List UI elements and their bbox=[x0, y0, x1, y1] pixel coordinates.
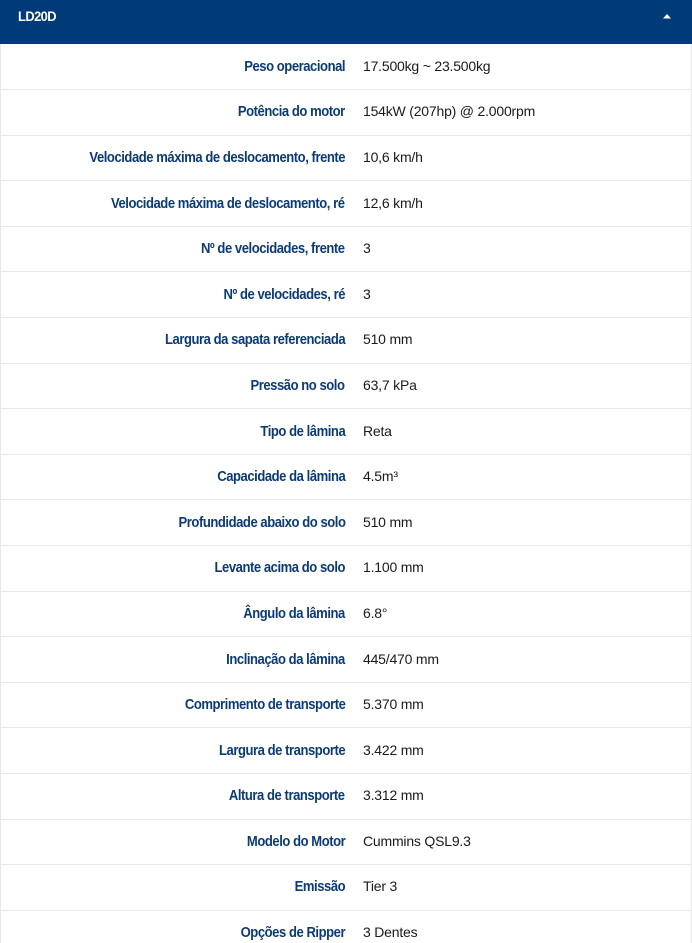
spec-label-cell bbox=[1, 910, 354, 943]
spec-label: Altura de transporte bbox=[229, 788, 345, 805]
spec-row bbox=[1, 819, 692, 865]
spec-value: 12,6 km/h bbox=[363, 194, 423, 211]
spec-label: Comprimento de transporte bbox=[184, 697, 345, 714]
spec-label-cell bbox=[1, 637, 354, 683]
spec-value-cell bbox=[353, 135, 692, 181]
spec-value: 17.500kg ~ 23.500kg bbox=[363, 57, 491, 74]
spec-value-cell bbox=[353, 774, 692, 820]
spec-value: Cummins QSL9.3 bbox=[363, 832, 471, 849]
spec-row bbox=[1, 682, 692, 728]
spec-value: 1.100 mm bbox=[363, 559, 424, 576]
spec-value: 445/470 mm bbox=[363, 650, 439, 667]
spec-label: Peso operacional bbox=[244, 58, 345, 75]
spec-label-cell bbox=[1, 409, 354, 455]
spec-value-cell bbox=[353, 637, 692, 683]
spec-label-cell bbox=[1, 454, 354, 500]
panel-header[interactable] bbox=[0, 0, 692, 44]
spec-row bbox=[1, 90, 692, 136]
spec-value: 3.422 mm bbox=[363, 741, 424, 758]
spec-row bbox=[1, 865, 692, 911]
spec-label: Pressão no solo bbox=[250, 377, 345, 394]
spec-label: Levante acima do solo bbox=[214, 560, 345, 577]
spec-row bbox=[1, 637, 692, 683]
spec-value: 10,6 km/h bbox=[363, 148, 423, 165]
spec-label: Largura de transporte bbox=[218, 742, 345, 759]
spec-row bbox=[1, 318, 692, 364]
spec-label-cell bbox=[1, 135, 354, 181]
spec-value-cell bbox=[353, 546, 692, 592]
spec-label-cell bbox=[1, 318, 354, 364]
spec-value-cell bbox=[353, 500, 692, 546]
spec-label-cell bbox=[1, 363, 354, 409]
spec-label: Nº de velocidades, frente bbox=[201, 241, 345, 258]
spec-value: 3 Dentes bbox=[363, 924, 418, 941]
spec-label-cell bbox=[1, 546, 354, 592]
spec-row bbox=[1, 500, 692, 546]
spec-value: 63,7 kPa bbox=[363, 376, 417, 393]
spec-value-cell bbox=[353, 865, 692, 911]
spec-label: Capacidade da lâmina bbox=[216, 469, 345, 486]
spec-row bbox=[1, 774, 692, 820]
spec-value: 510 mm bbox=[363, 331, 413, 348]
spec-table bbox=[0, 44, 692, 943]
spec-row bbox=[1, 44, 692, 90]
spec-value: 3 bbox=[363, 285, 371, 302]
spec-label: Opções de Ripper bbox=[240, 925, 345, 942]
spec-row bbox=[1, 181, 692, 227]
spec-label-cell bbox=[1, 774, 354, 820]
spec-value: 6.8° bbox=[363, 604, 388, 621]
spec-row bbox=[1, 910, 692, 943]
spec-row bbox=[1, 454, 692, 500]
spec-label-cell bbox=[1, 181, 354, 227]
spec-value: 5.370 mm bbox=[363, 696, 424, 713]
spec-value-cell bbox=[353, 591, 692, 637]
spec-value-cell bbox=[353, 272, 692, 318]
spec-label-cell bbox=[1, 272, 354, 318]
spec-label: Velocidade máxima de deslocamento, ré bbox=[111, 195, 345, 212]
spec-label: Largura da sapata referenciada bbox=[164, 332, 345, 349]
spec-row bbox=[1, 591, 692, 637]
spec-row bbox=[1, 409, 692, 455]
spec-label: Nº de velocidades, ré bbox=[223, 286, 345, 303]
spec-value: 3.312 mm bbox=[363, 787, 424, 804]
spec-value-cell bbox=[353, 90, 692, 136]
spec-label: Profundidade abaixo do solo bbox=[178, 514, 345, 531]
spec-label-cell bbox=[1, 682, 354, 728]
spec-value: 154kW (207hp) @ 2.000rpm bbox=[363, 103, 536, 120]
spec-label-cell bbox=[1, 819, 354, 865]
spec-label: Emissão bbox=[294, 879, 345, 896]
spec-value: Reta bbox=[363, 422, 392, 439]
spec-row bbox=[1, 728, 692, 774]
spec-label: Inclinação da lâmina bbox=[226, 651, 345, 668]
spec-value-cell bbox=[353, 910, 692, 943]
spec-label-cell bbox=[1, 500, 354, 546]
spec-value-cell bbox=[353, 409, 692, 455]
spec-label-cell bbox=[1, 591, 354, 637]
spec-label: Modelo do Motor bbox=[246, 833, 345, 850]
spec-value-cell bbox=[353, 682, 692, 728]
spec-value: 3 bbox=[363, 240, 371, 257]
spec-value-cell bbox=[353, 728, 692, 774]
spec-value: 510 mm bbox=[363, 513, 413, 530]
spec-row bbox=[1, 135, 692, 181]
caret-up-icon[interactable] bbox=[662, 12, 672, 20]
spec-label-cell bbox=[1, 865, 354, 911]
spec-label: Ângulo da lâmina bbox=[243, 605, 345, 622]
spec-row bbox=[1, 272, 692, 318]
spec-label-cell bbox=[1, 728, 354, 774]
spec-label-cell bbox=[1, 226, 354, 272]
spec-value-cell bbox=[353, 363, 692, 409]
spec-label-cell bbox=[1, 90, 354, 136]
spec-value: Tier 3 bbox=[363, 878, 398, 895]
spec-value-cell bbox=[353, 318, 692, 364]
spec-label: Velocidade máxima de deslocamento, frente bbox=[89, 149, 345, 166]
spec-value-cell bbox=[353, 181, 692, 227]
spec-row bbox=[1, 363, 692, 409]
spec-value-cell bbox=[353, 226, 692, 272]
spec-value: 4.5m³ bbox=[363, 468, 398, 485]
spec-value-cell bbox=[353, 454, 692, 500]
panel-title: LD20D bbox=[18, 8, 57, 24]
spec-label-cell bbox=[1, 44, 354, 90]
spec-row bbox=[1, 226, 692, 272]
spec-label: Tipo de lâmina bbox=[260, 423, 345, 440]
spec-value-cell bbox=[353, 819, 692, 865]
spec-value-cell bbox=[353, 44, 692, 90]
spec-row bbox=[1, 546, 692, 592]
spec-label: Potência do motor bbox=[238, 104, 345, 121]
